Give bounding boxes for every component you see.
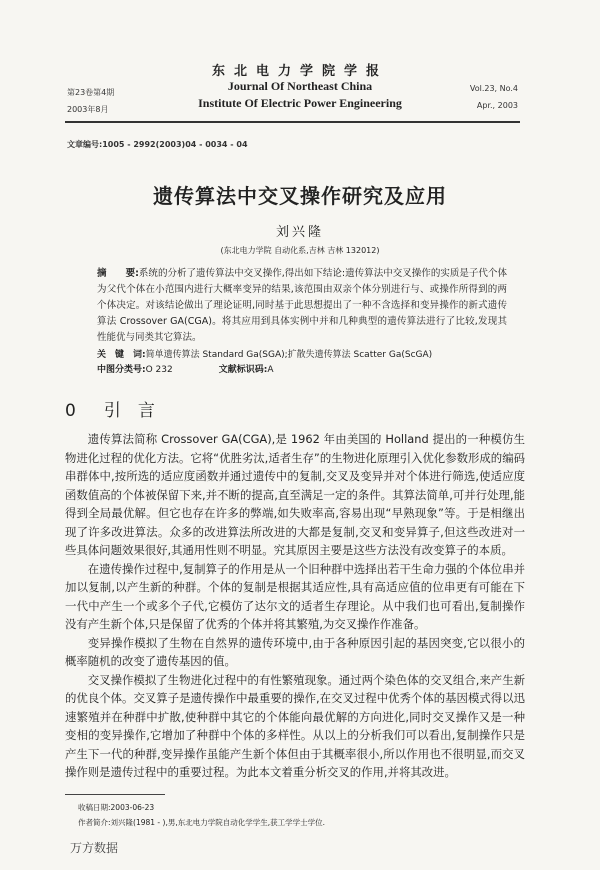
doc-code-label: 文献标识码: <box>218 365 268 375</box>
issue-en: Vol.23, No.4 <box>469 84 518 93</box>
paragraph: 在遗传操作过程中,复制算子的作用是从一个旧种群中选择出若干生命力强的个体位串并加以复制,以产生新的种群。个体的复制是根据其适应性,具有高适应值的位串更有可能在下一代中产生一个或多个子代,它模仿了达尔文的适者生存理论。从中我们也可看出,复制操作没有产生新个体,只是保留了优秀的个体并将其繁殖,为交叉操作作准备。 <box>65 561 525 631</box>
header-rule <box>65 121 520 123</box>
doc-code-value: A <box>267 365 274 375</box>
paragraph: 交叉操作模拟了生物进化过程中的有性繁殖现象。通过两个染色体的交叉组合,来产生新的优良个体。交叉算子是遗传操作中最重要的操作,在交叉过程中优秀个体的基因模式得以迅速繁殖并在种群中扩散,使种群中其它的个体能向最优解的方向进化,同时交叉操作又是一种变相的变异操作,它增加了种群中个体的多样性。从以上的分析我们可以看出,复制操作只是产生下一代的种群,变异操作虽能产生新个体但由于其概率很小,所以作用也不很明显,而交叉操作则是遗传过程中的重要过程。为此本文着重分析交叉的作用,并将其改进。 <box>65 672 525 779</box>
article-number: 文章编号:1005 - 2992(2003)04 - 0034 - 04 <box>67 140 248 149</box>
footer-watermark: 万方数据 <box>70 840 119 855</box>
class-label: 中图分类号: <box>97 365 146 375</box>
paragraph: 变异操作模拟了生物在自然界的遗传环境中,由于各种原因引起的基因突变,它以很小的概率随机的改变了遗传基因的值。 <box>65 635 525 668</box>
affiliation: (东北电力学院 自动化系,吉林 吉林 132012) <box>220 246 380 255</box>
date-cn: 2003年8月 <box>67 105 109 114</box>
abstract-label: 摘 要: <box>97 268 139 279</box>
abstract <box>97 266 507 346</box>
issue-cn: 第23卷第4期 <box>67 88 115 97</box>
journal-name-en-1: Journal Of Northeast China <box>227 79 373 93</box>
keywords-label: 关 键 词: <box>97 350 146 360</box>
section-heading <box>65 400 600 422</box>
class-value: O 232 <box>145 365 173 375</box>
date-en: Apr., 2003 <box>476 101 518 110</box>
journal-name-en-2: Institute Of Electric Power Engineering <box>198 96 402 110</box>
keywords-text: 简单遗传算法 Standard Ga(SGA);扩散失遗传算法 Scatter Ga(ScGA) <box>145 350 433 360</box>
journal-name-cn: 东北电力学院学报 <box>211 64 388 79</box>
body-text <box>65 430 525 782</box>
keywords <box>97 348 507 363</box>
author: 刘兴隆 <box>275 225 324 240</box>
footnote-rule <box>65 794 165 795</box>
classification <box>97 363 507 378</box>
content-flow <box>0 266 600 870</box>
received-date: 收稿日期:2003-06-23 <box>78 802 155 812</box>
abstract-text: 系统的分析了遗传算法中交叉操作,得出如下结论:遗传算法中交叉操作的实质是子代个体为父代个体在小范围内进行大概率变异的结果,该范围由双亲个体分别进行与、或操作所得到的两个体决定。对该结论做出了理论证明,同时基于此思想提出了一种不含选择和变异操作的新式遗传算法 Crossover GA(CGA)。将其应用到具体实例中并和几种典型的遗传算法进行了比较,发现其性能优与同类其它算法。 <box>97 268 507 343</box>
section-number: 0 <box>65 401 76 421</box>
paper-title: 遗传算法中交叉操作研究及应用 <box>153 184 447 208</box>
author-bio: 作者简介:刘兴隆(1981 - ),男,东北电力学院自动化学学生,获工学学士学位. <box>78 817 325 827</box>
paragraph: 遗传算法简称 Crossover GA(CGA),是 1962 年由美国的 Holland 提出的一种模仿生物进化过程的优化方法。它将“优胜劣汰,适者生存”的生物进化原理引入优化参数形成的编码串群体中,按所选的适应度函数并通过遗传中的复制,交叉及变异并对个体进行筛选,使适应度函数值高的个体被保留下来,并不断的提高,直至满足一定的条件。其算法简单,可并行处理,能得到全局最优解。但它也存在许多的弊端,如失败率高,容易出现“早熟现象”等。于是相继出现了许多改进算法。众多的改进算法所改进的大都是复制,交叉和变异算子,但这些改进对一些具体问题效果很好,其通用性则不明显。究其原因主要是这些方法没有改变算子的本质。 <box>65 432 525 557</box>
section-title: 引 言 <box>103 401 155 421</box>
